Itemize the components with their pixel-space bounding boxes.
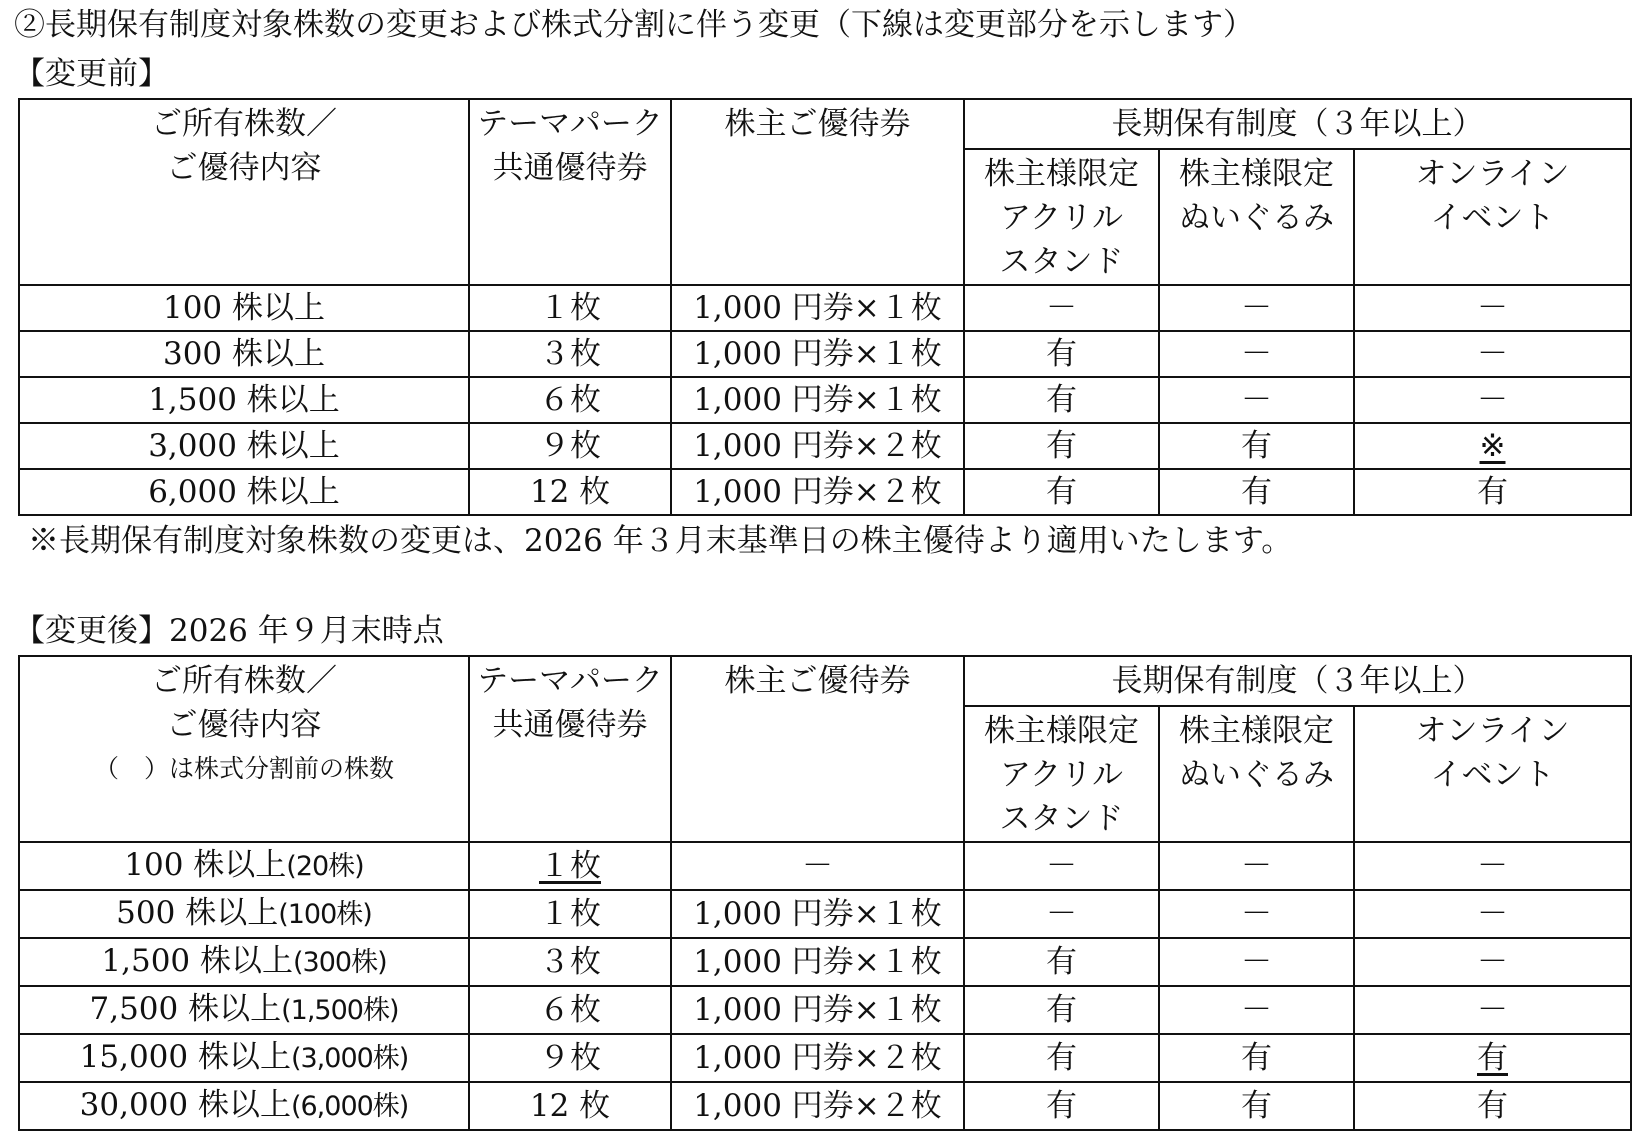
acrylic-cell: 有 <box>964 1034 1159 1082</box>
header-row <box>19 99 1631 149</box>
online-cell: － <box>1354 986 1631 1034</box>
prior-shares: (6,000株) <box>290 1091 409 1122</box>
prior-shares: (20株) <box>286 851 364 882</box>
shares-cell: 1,500 株以上(300株) <box>19 938 469 986</box>
acrylic-cell: 有 <box>964 938 1159 986</box>
plush-cell: 有 <box>1159 1034 1354 1082</box>
prior-shares: (3,000株) <box>290 1043 409 1074</box>
table-row <box>19 377 1631 423</box>
theme-park-header: テーマパーク 共通優待券 <box>469 656 671 842</box>
acrylic-cell: 有 <box>964 377 1159 423</box>
voucher-cell: 1,000 円券×２枚 <box>671 1082 964 1130</box>
online-cell: ※ <box>1354 423 1631 469</box>
acrylic-cell: 有 <box>964 986 1159 1034</box>
voucher-cell: 1,000 円券×１枚 <box>671 331 964 377</box>
acrylic-cell: 有 <box>964 331 1159 377</box>
table-row <box>19 986 1631 1034</box>
theme-park-cell: ９枚 <box>469 1034 671 1082</box>
voucher-cell: 1,000 円券×１枚 <box>671 377 964 423</box>
long-term-header: 長期保有制度（３年以上） <box>964 656 1631 706</box>
voucher-cell: 1,000 円券×２枚 <box>671 1034 964 1082</box>
online-cell: － <box>1354 842 1631 890</box>
online-event-header: オンライン イベント <box>1354 706 1631 842</box>
theme-park-cell: １枚 <box>469 842 671 890</box>
acrylic-stand-header: 株主様限定 アクリル スタンド <box>964 149 1159 285</box>
table-row <box>19 285 1631 331</box>
table-row <box>19 331 1631 377</box>
voucher-cell: 1,000 円券×２枚 <box>671 469 964 515</box>
shares-cell: 300 株以上 <box>19 331 469 377</box>
acrylic-cell: 有 <box>964 423 1159 469</box>
shares-cell: 500 株以上(100株) <box>19 890 469 938</box>
shares-cell: 15,000 株以上(3,000株) <box>19 1034 469 1082</box>
online-cell: － <box>1354 938 1631 986</box>
online-cell: － <box>1354 377 1631 423</box>
acrylic-cell: － <box>964 842 1159 890</box>
online-cell: 有 <box>1354 1034 1631 1082</box>
plush-cell: － <box>1159 285 1354 331</box>
theme-park-cell: １枚 <box>469 285 671 331</box>
prior-shares: (100株) <box>278 899 372 930</box>
header-row <box>19 656 1631 706</box>
voucher-cell: 1,000 円券×１枚 <box>671 285 964 331</box>
theme-park-cell: ３枚 <box>469 331 671 377</box>
theme-park-cell: ９枚 <box>469 423 671 469</box>
theme-park-cell: ６枚 <box>469 986 671 1034</box>
voucher-cell: － <box>671 842 964 890</box>
table-row <box>19 1034 1631 1082</box>
prior-shares: (300株) <box>293 947 387 978</box>
shares-cell: 7,500 株以上(1,500株) <box>19 986 469 1034</box>
acrylic-stand-header: 株主様限定 アクリル スタンド <box>964 706 1159 842</box>
theme-park-cell: 12 枚 <box>469 469 671 515</box>
long-term-header: 長期保有制度（３年以上） <box>964 99 1631 149</box>
theme-park-header: テーマパーク 共通優待券 <box>469 99 671 285</box>
theme-park-cell: １枚 <box>469 890 671 938</box>
prior-shares: (1,500株) <box>281 995 399 1026</box>
theme-park-cell: ６枚 <box>469 377 671 423</box>
before-table <box>18 98 1632 516</box>
table-row <box>19 890 1631 938</box>
acrylic-cell: － <box>964 890 1159 938</box>
table-row <box>19 423 1631 469</box>
document-title: ②長期保有制度対象株数の変更および株式分割に伴う変更（下線は変更部分を示します） <box>14 7 1254 43</box>
table-row <box>19 469 1631 515</box>
table-row <box>19 1082 1631 1130</box>
shares-cell: 30,000 株以上(6,000株) <box>19 1082 469 1130</box>
theme-park-cell: ３枚 <box>469 938 671 986</box>
theme-park-cell: 12 枚 <box>469 1082 671 1130</box>
shares-cell: 6,000 株以上 <box>19 469 469 515</box>
plush-cell: 有 <box>1159 469 1354 515</box>
after-heading: 【変更後】2026 年９月末時点 <box>14 613 444 649</box>
table-row <box>19 938 1631 986</box>
plush-cell: 有 <box>1159 1082 1354 1130</box>
voucher-header: 株主ご優待券 <box>671 99 964 285</box>
voucher-cell: 1,000 円券×１枚 <box>671 986 964 1034</box>
holding-header: ご所有株数／ ご優待内容 <box>19 99 469 285</box>
table-row <box>19 842 1631 890</box>
shares-cell: 100 株以上(20株) <box>19 842 469 890</box>
acrylic-cell: 有 <box>964 1082 1159 1130</box>
shares-cell: 100 株以上 <box>19 285 469 331</box>
holding-header: ご所有株数／ ご優待内容 （ ）は株式分割前の株数 <box>19 656 469 842</box>
voucher-header: 株主ご優待券 <box>671 656 964 842</box>
plush-cell: 有 <box>1159 423 1354 469</box>
online-cell: 有 <box>1354 1082 1631 1130</box>
online-cell: － <box>1354 331 1631 377</box>
plush-cell: － <box>1159 890 1354 938</box>
split-note: （ ）は株式分割前の株数 <box>93 754 394 783</box>
plush-cell: － <box>1159 377 1354 423</box>
plush-cell: － <box>1159 938 1354 986</box>
voucher-cell: 1,000 円券×２枚 <box>671 423 964 469</box>
voucher-cell: 1,000 円券×１枚 <box>671 938 964 986</box>
voucher-cell: 1,000 円券×１枚 <box>671 890 964 938</box>
shares-cell: 3,000 株以上 <box>19 423 469 469</box>
after-table <box>18 655 1632 1131</box>
online-cell: － <box>1354 890 1631 938</box>
shares-cell: 1,500 株以上 <box>19 377 469 423</box>
plush-cell: － <box>1159 331 1354 377</box>
acrylic-cell: － <box>964 285 1159 331</box>
footnote: ※長期保有制度対象株数の変更は、2026 年３月末基準日の株主優待より適用いたします。 <box>28 523 1293 559</box>
acrylic-cell: 有 <box>964 469 1159 515</box>
plush-header: 株主様限定 ぬいぐるみ <box>1159 149 1354 285</box>
online-event-header: オンライン イベント <box>1354 149 1631 285</box>
plush-header: 株主様限定 ぬいぐるみ <box>1159 706 1354 842</box>
before-heading: 【変更前】 <box>14 56 169 92</box>
online-cell: 有 <box>1354 469 1631 515</box>
online-cell: － <box>1354 285 1631 331</box>
plush-cell: － <box>1159 842 1354 890</box>
plush-cell: － <box>1159 986 1354 1034</box>
